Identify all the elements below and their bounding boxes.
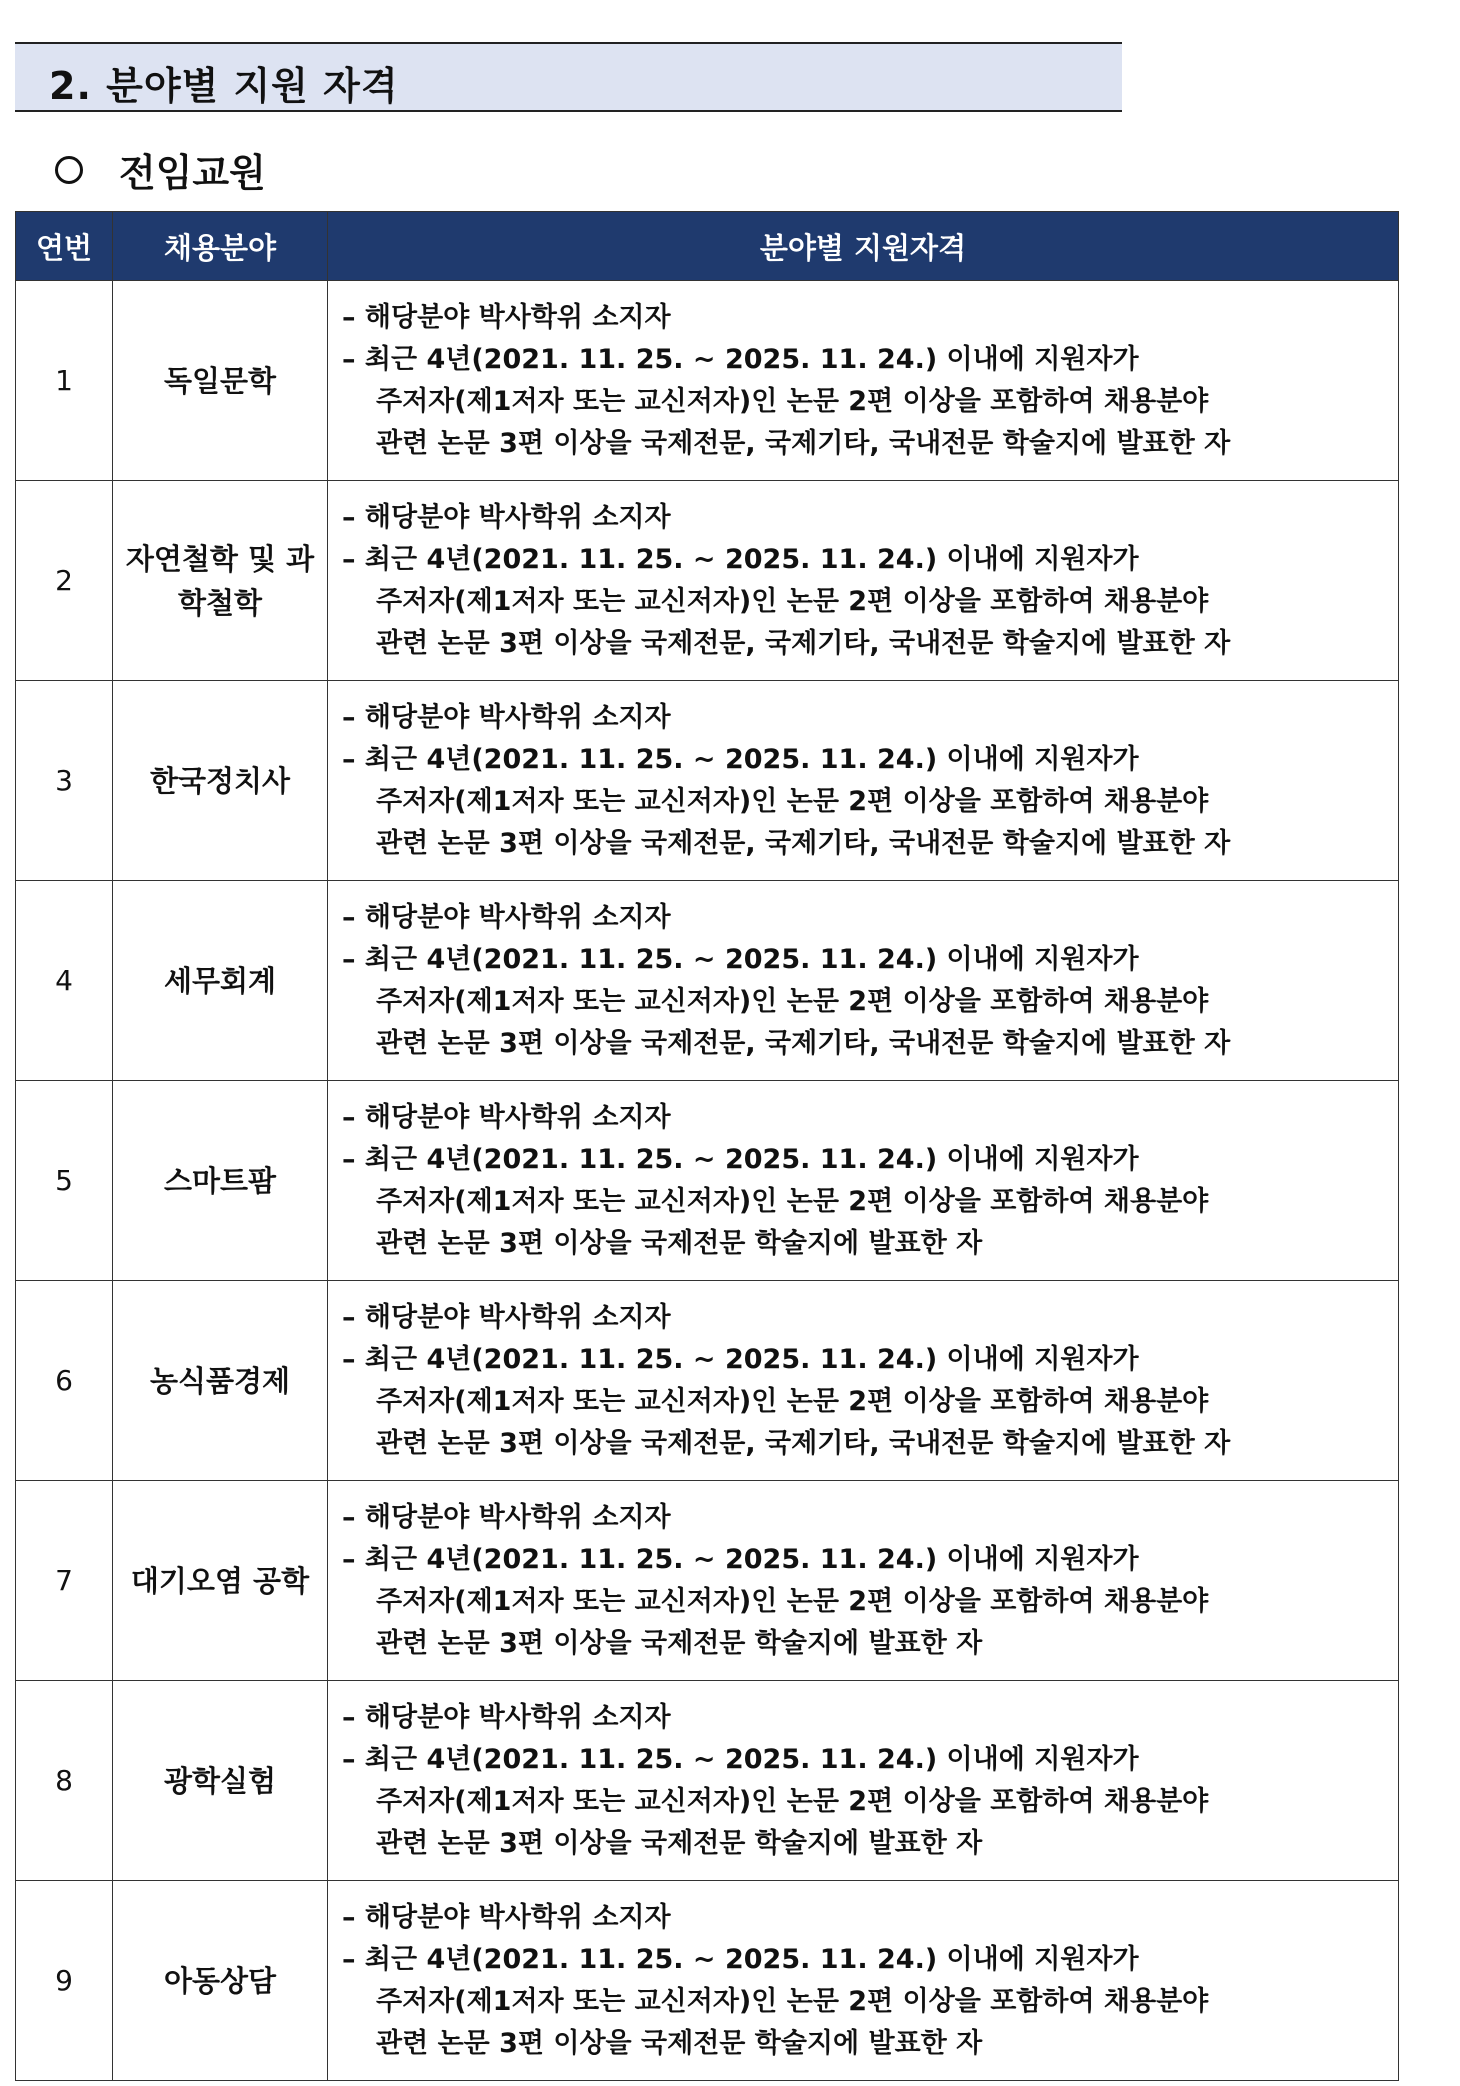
table-row (16, 681, 1399, 881)
qualification-line: 관련 논문 3편 이상을 국제전문, 국제기타, 국내전문 학술지에 발표한 자 (376, 827, 1231, 859)
row-number: 6 (16, 1281, 113, 1481)
qualification-line: – 최근 4년(2021. 11. 25. ~ 2025. 11. 24.) 이내에 지원자가 (342, 1343, 1139, 1375)
qualification-line: 관련 논문 3편 이상을 국제전문 학술지에 발표한 자 (376, 2027, 983, 2059)
recruitment-field: 독일문학 (113, 281, 328, 481)
qualification-line: 관련 논문 3편 이상을 국제전문 학술지에 발표한 자 (376, 1627, 983, 1659)
qualification-line: 주저자(제1저자 또는 교신저자)인 논문 2편 이상을 포함하여 채용분야 (376, 1985, 1209, 2017)
qualification-line: – 최근 4년(2021. 11. 25. ~ 2025. 11. 24.) 이내에 지원자가 (342, 1543, 1139, 1575)
qualification-line: – 해당분야 박사학위 소지자 (342, 1101, 671, 1133)
row-number: 2 (16, 481, 113, 681)
qualification-line: – 최근 4년(2021. 11. 25. ~ 2025. 11. 24.) 이내에 지원자가 (342, 1143, 1139, 1175)
qualification-cell (328, 481, 1399, 681)
qualification-line: – 최근 4년(2021. 11. 25. ~ 2025. 11. 24.) 이내에 지원자가 (342, 1943, 1139, 1975)
qualification-cell (328, 1881, 1399, 2081)
qualification-line: – 최근 4년(2021. 11. 25. ~ 2025. 11. 24.) 이내에 지원자가 (342, 543, 1139, 575)
qualification-cell (328, 1681, 1399, 1881)
qualification-line: – 해당분야 박사학위 소지자 (342, 701, 671, 733)
recruitment-field: 세무회계 (113, 881, 328, 1081)
table-row (16, 1881, 1399, 2081)
qualification-line: – 최근 4년(2021. 11. 25. ~ 2025. 11. 24.) 이내에 지원자가 (342, 343, 1139, 375)
qualification-cell (328, 1081, 1399, 1281)
qualification-line: 주저자(제1저자 또는 교신저자)인 논문 2편 이상을 포함하여 채용분야 (376, 1185, 1209, 1217)
header-qualification: 분야별 지원자격 (328, 212, 1399, 281)
section-title: 2. 분야별 지원 자격 (49, 64, 399, 108)
recruitment-field: 한국정치사 (113, 681, 328, 881)
sub-heading-text: 전임교원 (119, 151, 266, 195)
sub-heading (55, 142, 266, 197)
qualification-line: 관련 논문 3편 이상을 국제전문, 국제기타, 국내전문 학술지에 발표한 자 (376, 627, 1231, 659)
row-number: 1 (16, 281, 113, 481)
table-row (16, 281, 1399, 481)
circle-bullet-icon (55, 156, 83, 184)
recruitment-field: 대기오염 공학 (113, 1481, 328, 1681)
row-number: 3 (16, 681, 113, 881)
qualification-cell (328, 881, 1399, 1081)
table-row (16, 1681, 1399, 1881)
qualification-cell (328, 1281, 1399, 1481)
row-number: 8 (16, 1681, 113, 1881)
qualification-line: – 최근 4년(2021. 11. 25. ~ 2025. 11. 24.) 이내에 지원자가 (342, 1743, 1139, 1775)
qualification-line: – 해당분야 박사학위 소지자 (342, 1301, 671, 1333)
qualification-line: 주저자(제1저자 또는 교신저자)인 논문 2편 이상을 포함하여 채용분야 (376, 1585, 1209, 1617)
table-row (16, 481, 1399, 681)
recruitment-field: 자연철학 및 과학철학 (113, 481, 328, 681)
qualification-line: 관련 논문 3편 이상을 국제전문, 국제기타, 국내전문 학술지에 발표한 자 (376, 427, 1231, 459)
qualification-line: 관련 논문 3편 이상을 국제전문 학술지에 발표한 자 (376, 1227, 983, 1259)
qualification-line: – 최근 4년(2021. 11. 25. ~ 2025. 11. 24.) 이내에 지원자가 (342, 743, 1139, 775)
qualification-line: 주저자(제1저자 또는 교신저자)인 논문 2편 이상을 포함하여 채용분야 (376, 985, 1209, 1017)
qualification-line: 주저자(제1저자 또는 교신저자)인 논문 2편 이상을 포함하여 채용분야 (376, 1385, 1209, 1417)
qualification-line: – 해당분야 박사학위 소지자 (342, 901, 671, 933)
qualification-line: 관련 논문 3편 이상을 국제전문, 국제기타, 국내전문 학술지에 발표한 자 (376, 1427, 1231, 1459)
recruitment-field: 광학실험 (113, 1681, 328, 1881)
qualification-line: – 해당분야 박사학위 소지자 (342, 1901, 671, 1933)
table-row (16, 1281, 1399, 1481)
header-number: 연번 (16, 212, 113, 281)
qualification-line: – 해당분야 박사학위 소지자 (342, 1701, 671, 1733)
qualification-line: – 최근 4년(2021. 11. 25. ~ 2025. 11. 24.) 이내에 지원자가 (342, 943, 1139, 975)
row-number: 7 (16, 1481, 113, 1681)
qualification-line: 주저자(제1저자 또는 교신저자)인 논문 2편 이상을 포함하여 채용분야 (376, 385, 1209, 417)
recruitment-field: 아동상담 (113, 1881, 328, 2081)
recruitment-field: 스마트팜 (113, 1081, 328, 1281)
table-row (16, 1481, 1399, 1681)
row-number: 9 (16, 1881, 113, 2081)
qualification-line: 주저자(제1저자 또는 교신저자)인 논문 2편 이상을 포함하여 채용분야 (376, 785, 1209, 817)
qualification-line: 주저자(제1저자 또는 교신저자)인 논문 2편 이상을 포함하여 채용분야 (376, 585, 1209, 617)
row-number: 4 (16, 881, 113, 1081)
qualification-cell (328, 681, 1399, 881)
section-header (15, 42, 1122, 112)
recruitment-field: 농식품경제 (113, 1281, 328, 1481)
qualification-line: – 해당분야 박사학위 소지자 (342, 301, 671, 333)
qualification-table (15, 211, 1399, 2081)
table-header-row (16, 212, 1399, 281)
qualification-line: 관련 논문 3편 이상을 국제전문, 국제기타, 국내전문 학술지에 발표한 자 (376, 1027, 1231, 1059)
qualification-line: 관련 논문 3편 이상을 국제전문 학술지에 발표한 자 (376, 1827, 983, 1859)
table-row (16, 1081, 1399, 1281)
table-row (16, 881, 1399, 1081)
header-field: 채용분야 (113, 212, 328, 281)
row-number: 5 (16, 1081, 113, 1281)
qualification-cell (328, 1481, 1399, 1681)
qualification-line: – 해당분야 박사학위 소지자 (342, 501, 671, 533)
qualification-line: 주저자(제1저자 또는 교신저자)인 논문 2편 이상을 포함하여 채용분야 (376, 1785, 1209, 1817)
qualification-line: – 해당분야 박사학위 소지자 (342, 1501, 671, 1533)
qualification-cell (328, 281, 1399, 481)
